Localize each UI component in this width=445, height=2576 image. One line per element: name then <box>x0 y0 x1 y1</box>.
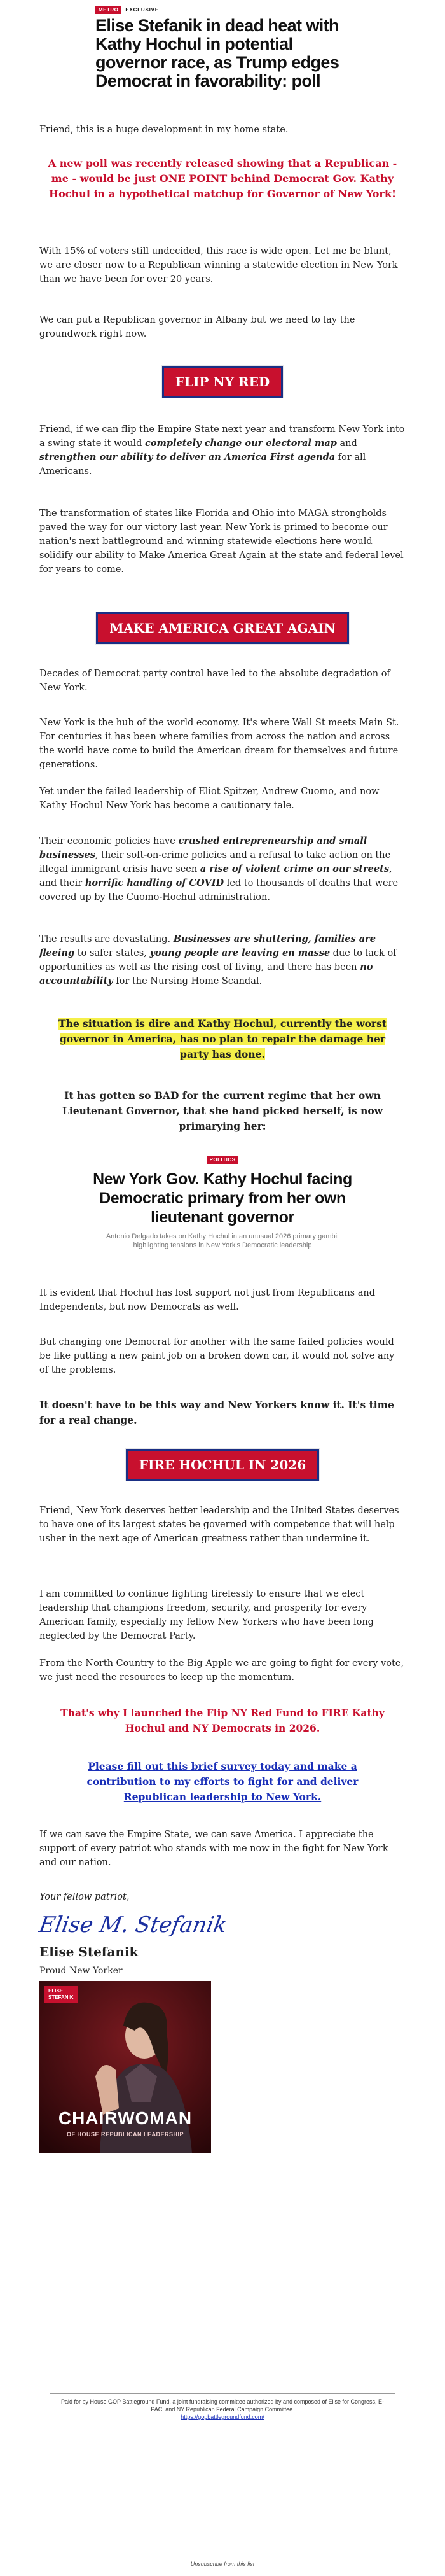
news-clip-primary-title: New York Gov. Kathy Hochul facing Democratic primary from her own lieutenant governor <box>93 1170 352 1226</box>
fund-launch-statement: That's why I launched the Flip NY Red Fund to FIRE Kathy Hochul and NY Democrats in 2026. <box>60 1707 385 1734</box>
news-clip-primary-subtitle: Antonio Delgado takes on Kathy Hochul in an unusual 2026 primary gambit highlighting tensions in New York's Democratic leadership <box>106 1233 339 1249</box>
north-country-paragraph: From the North Country to the Big Apple we are going to fight for every vote, we just need the resources to keep up the momentum. <box>39 1658 404 1683</box>
politics-badge: POLITICS <box>207 1156 239 1164</box>
exclusive-label: EXCLUSIVE <box>125 6 159 13</box>
undecided-paragraph: With 15% of voters still undecided, this race is wide open. Let me be blunt, we are closer now to a Republican winning a statewide election in New York than we have been for over 20 years. <box>39 246 398 284</box>
committed-paragraph: I am committed to continue fighting tirelessly to ensure that we elect leadership that champions freedom, security, and prosperity for every American family, especially my fellow New Yorkers who have been long neglected by the Democrat Party. <box>39 1589 374 1641</box>
metro-badge: METRO <box>95 6 121 14</box>
chairwoman-photo <box>39 1981 211 2153</box>
highlighted-statement: The situation is dire and Kathy Hochul, currently the worst governor in America, has no plan to repair the damage her party has done. <box>58 1018 387 1060</box>
signoff: Your fellow patriot, <box>39 1892 130 1902</box>
flip-paragraph: Friend, if we can flip the Empire State next year and transform New York into a swing state it would completely change our electoral map and strengthen our ability to deliver an America First agenda for all Americans. <box>39 424 405 477</box>
save-america-paragraph: If we can save the Empire State, we can save America. I appreciate the support of every patriot who stands with me now in the fight for New York and our nation. <box>39 1830 388 1868</box>
evident-paragraph: It is evident that Hochul has lost support not just from Republicans and Independents, but now Democrats as well. <box>39 1288 375 1312</box>
results-paragraph: The results are devastating. Businesses are shuttering, families are fleeing to safer states, young people are leaving en masse due to lack of opportunities as well as the rising cost of living, and there has been no accountability for the Nursing Home Scandal. <box>39 934 397 986</box>
policies-paragraph: Their economic policies have crushed entrepreneurship and small businesses, their soft-on-crime policies and a refusal to take action on the illegal immigrant crisis have seen a rise of violent crime on our streets, and their horrific handling of COVID led to thousands of deaths that were covered up by the Cuomo-Hochul administration. <box>39 836 399 902</box>
photo-subtitle: OF HOUSE REPUBLICAN LEADERSHIP <box>66 2131 184 2138</box>
make-america-great-again-button[interactable]: MAKE AMERICA GREAT AGAIN <box>96 612 349 644</box>
decades-paragraph: Decades of Democrat party control have led to the absolute degradation of New York. <box>39 669 390 693</box>
photo-name-tag: ELISE STEFANIK <box>44 1986 78 2003</box>
photo-title: CHAIRWOMAN <box>58 2108 193 2128</box>
signer-role: Proud New Yorker <box>39 1966 123 1976</box>
disclaimer-url-link[interactable]: https://gopbattlegroundfund.com/ <box>181 2414 264 2420</box>
news-clip-header <box>95 5 350 90</box>
transformation-paragraph: The transformation of states like Florida and Ohio into MAGA strongholds paved the way for our victory last year. New York is primed to become our nation's next battleground and winning statewide elections here would solidify our ability to Make America Great Again at the state and federal level for years to come. <box>39 508 404 575</box>
intro-paragraph: Friend, this is a huge development in my home state. <box>39 125 289 135</box>
unsubscribe-link[interactable]: Unsubscribe from this list <box>190 2561 255 2567</box>
failed-leadership-paragraph: Yet under the failed leadership of Eliot Spitzer, Andrew Cuomo, and now Kathy Hochul New York has become a cautionary tale. <box>39 787 380 811</box>
real-change-paragraph: It doesn't have to be this way and New Yorkers know it. It's time for a real change. <box>39 1399 394 1426</box>
primary-paragraph: It has gotten so BAD for the current regime that her own Lieutenant Governor, that she hand picked herself, is now primarying her: <box>62 1089 383 1132</box>
news-clip-primary <box>39 1153 406 1250</box>
signer-name: Elise Stefanik <box>39 1944 139 1959</box>
hub-paragraph: New York is the hub of the world economy. It's where Wall St meets Main St. For centuries it has been where families from across the nation and across the world have come to build the American dream for themselves and future generations. <box>39 718 399 770</box>
albany-paragraph: We can put a Republican governor in Albany but we need to lay the groundwork right now. <box>39 315 355 339</box>
flip-ny-red-button[interactable]: FLIP NY RED <box>162 366 283 398</box>
disclaimer-text: Paid for by House GOP Battleground Fund, a joint fundraising committee authorized by and composed of Elise for Congress, E-PAC, and NY Republican Federal Campaign Committee. <box>60 2398 385 2412</box>
deserves-paragraph: Friend, New York deserves better leadership and the United States deserves to have one of its largest states be governed with competence that will help usher in the next age of American greatness rather than undermine it. <box>39 1506 399 1544</box>
poll-announcement: A new poll was recently released showing that a Republican - me - would be just ONE POINT behind Democrat Gov. Kathy Hochul in a hypothetical matchup for Governor of New York! <box>48 157 397 200</box>
another-democrat-paragraph: But changing one Democrat for another with the same failed policies would be like putting a new paint job on a broken down car, it would not solve any of the problems. <box>39 1337 395 1375</box>
paid-for-disclaimer <box>50 2393 395 2425</box>
survey-link[interactable]: Please fill out this brief survey today and make a contribution to my efforts to fight for and deliver Republican leadership to New York. <box>86 1760 359 1803</box>
news-clip-title: Elise Stefanik in dead heat with Kathy Hochul in potential governor race, as Trump edges Democrat in favorability: poll <box>95 16 339 90</box>
signature-image: Elise M. Stefanik <box>37 1912 229 1938</box>
fire-hochul-button[interactable]: FIRE HOCHUL IN 2026 <box>126 1449 319 1481</box>
